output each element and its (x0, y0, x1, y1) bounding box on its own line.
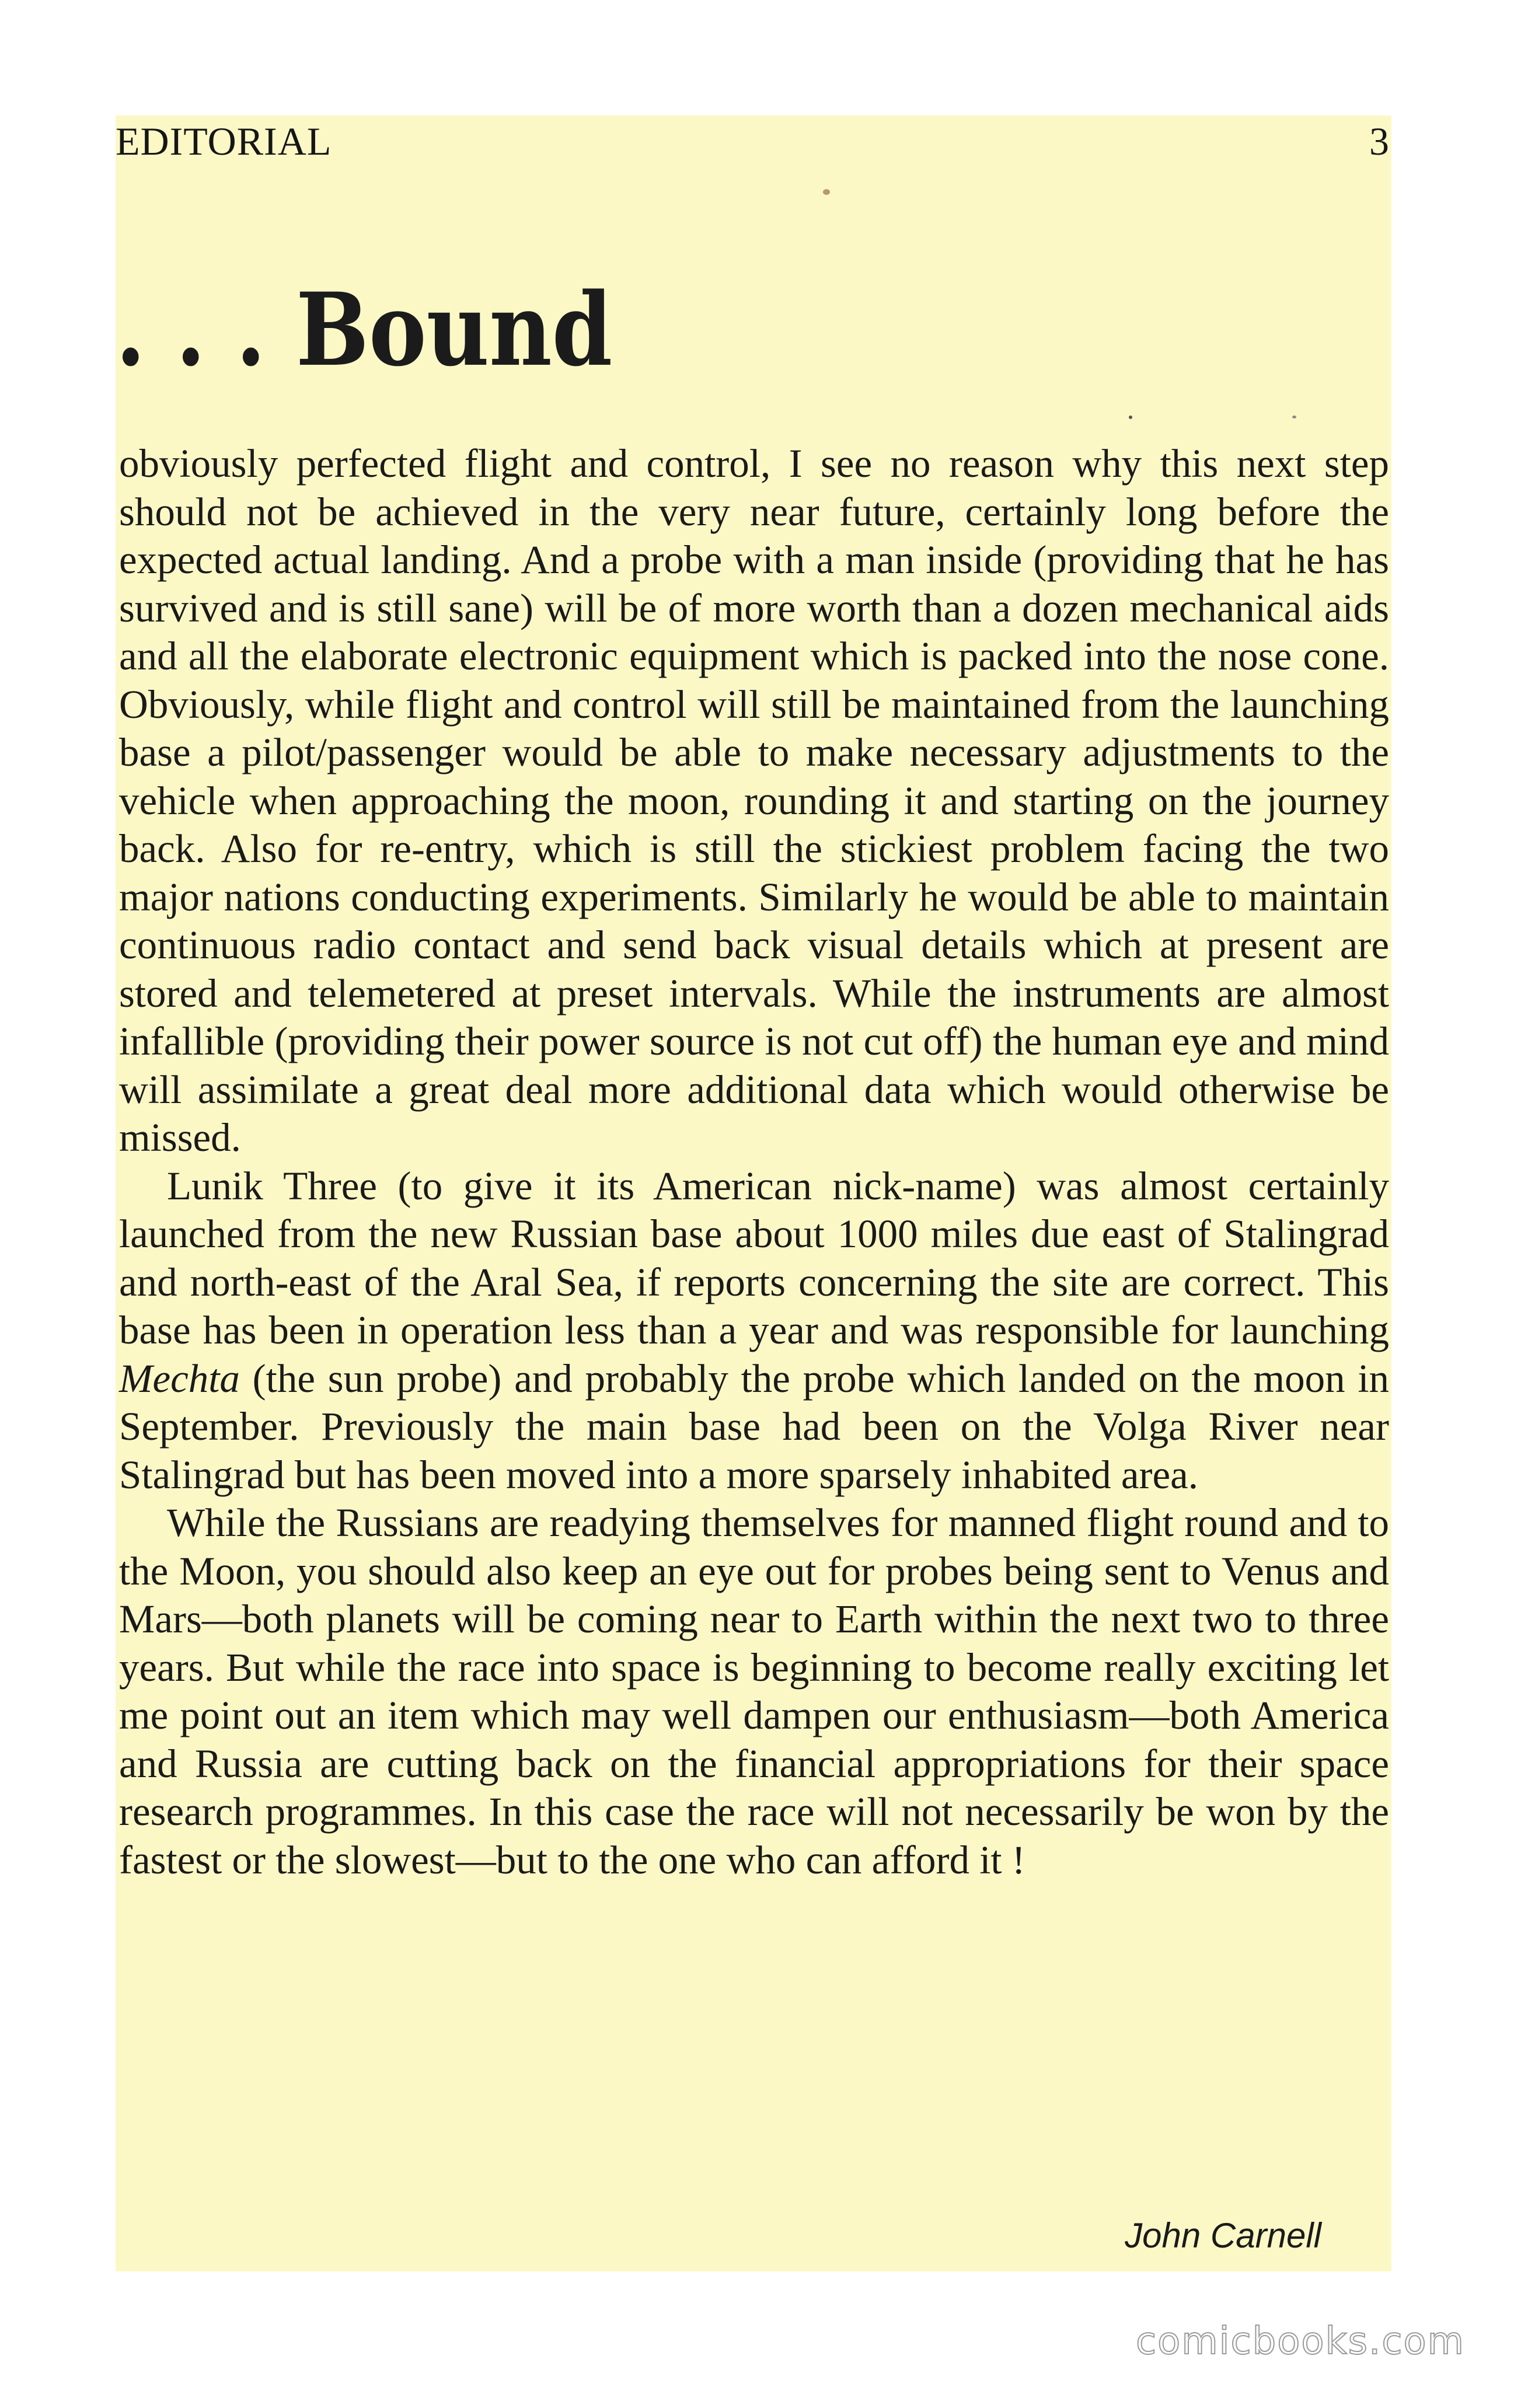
paragraph-2-text-before: Lunik Three (to give it its American nick-name) was almost certainly launched from the new Russian base about 1000 miles due east of Stalingrad and north-east of the Aral Sea, if reports concerning the site are correct. This base has been in operation less than a year and was responsible for launching (119, 1163, 1389, 1352)
paragraph-2-text-after: (the sun probe) and probably the probe which landed on the moon in September. Previously the main base had been on the Volga River near Stalingrad but has been moved into a more sparsely inhabited area. (119, 1356, 1389, 1497)
paper-speck (823, 189, 830, 195)
paragraph-2-italic-name: Mechta (119, 1356, 240, 1401)
paragraph-2 (119, 1162, 1389, 1499)
paper-speck (1129, 416, 1132, 419)
article-body (119, 439, 1389, 1884)
magazine-page (116, 116, 1391, 2271)
page-number: 3 (1369, 119, 1389, 163)
running-head (116, 116, 1391, 191)
paragraph-3: While the Russians are readying themselves for manned flight round and to the Moon, you should also keep an eye out for probes being sent to Venus and Mars—both planets will be coming near to Earth within the next two to three years. But while the race into space is beginning to become really exciting let me point out an item which may well dampen our enthusiasm—both America and Russia are cutting back on the financial appropriations for their space research programmes. In this case the race will not necessarily be won by the fastest or the slowest—but to the one who can afford it ! (119, 1500, 1389, 1882)
article-title: . . . Bound (116, 270, 613, 389)
paper-speck (1292, 416, 1296, 418)
author-signature: John Carnell (1125, 2216, 1321, 2255)
section-label: EDITORIAL (116, 119, 332, 163)
paragraph-1: obviously perfected flight and control, I see no reason why this next step should not be achieved in the very near future, certainly long before the expected actual landing. And a probe with a man inside (providing that he has survived and is still sane) will be of more worth than a dozen mechanical aids and all the elaborate electronic equipment which is packed into the nose cone. Obviously, while flight and control will still be maintained from the launching base a pilot/passenger would be able to make necessary adjustments to the vehicle when approaching the moon, rounding it and starting on the journey back. Also for re-entry, which is still the stickiest problem facing the two major nations conducting experiments. Similarly he would be able to maintain continuous radio contact and send back visual details which at present are stored and telemetered at preset intervals. While the instruments are almost infallible (providing their power source is not cut off) the human eye and mind will assimilate a great deal more additional data which would otherwise be missed. (119, 441, 1389, 1160)
watermark: comicbooks.com (1135, 2320, 1465, 2363)
